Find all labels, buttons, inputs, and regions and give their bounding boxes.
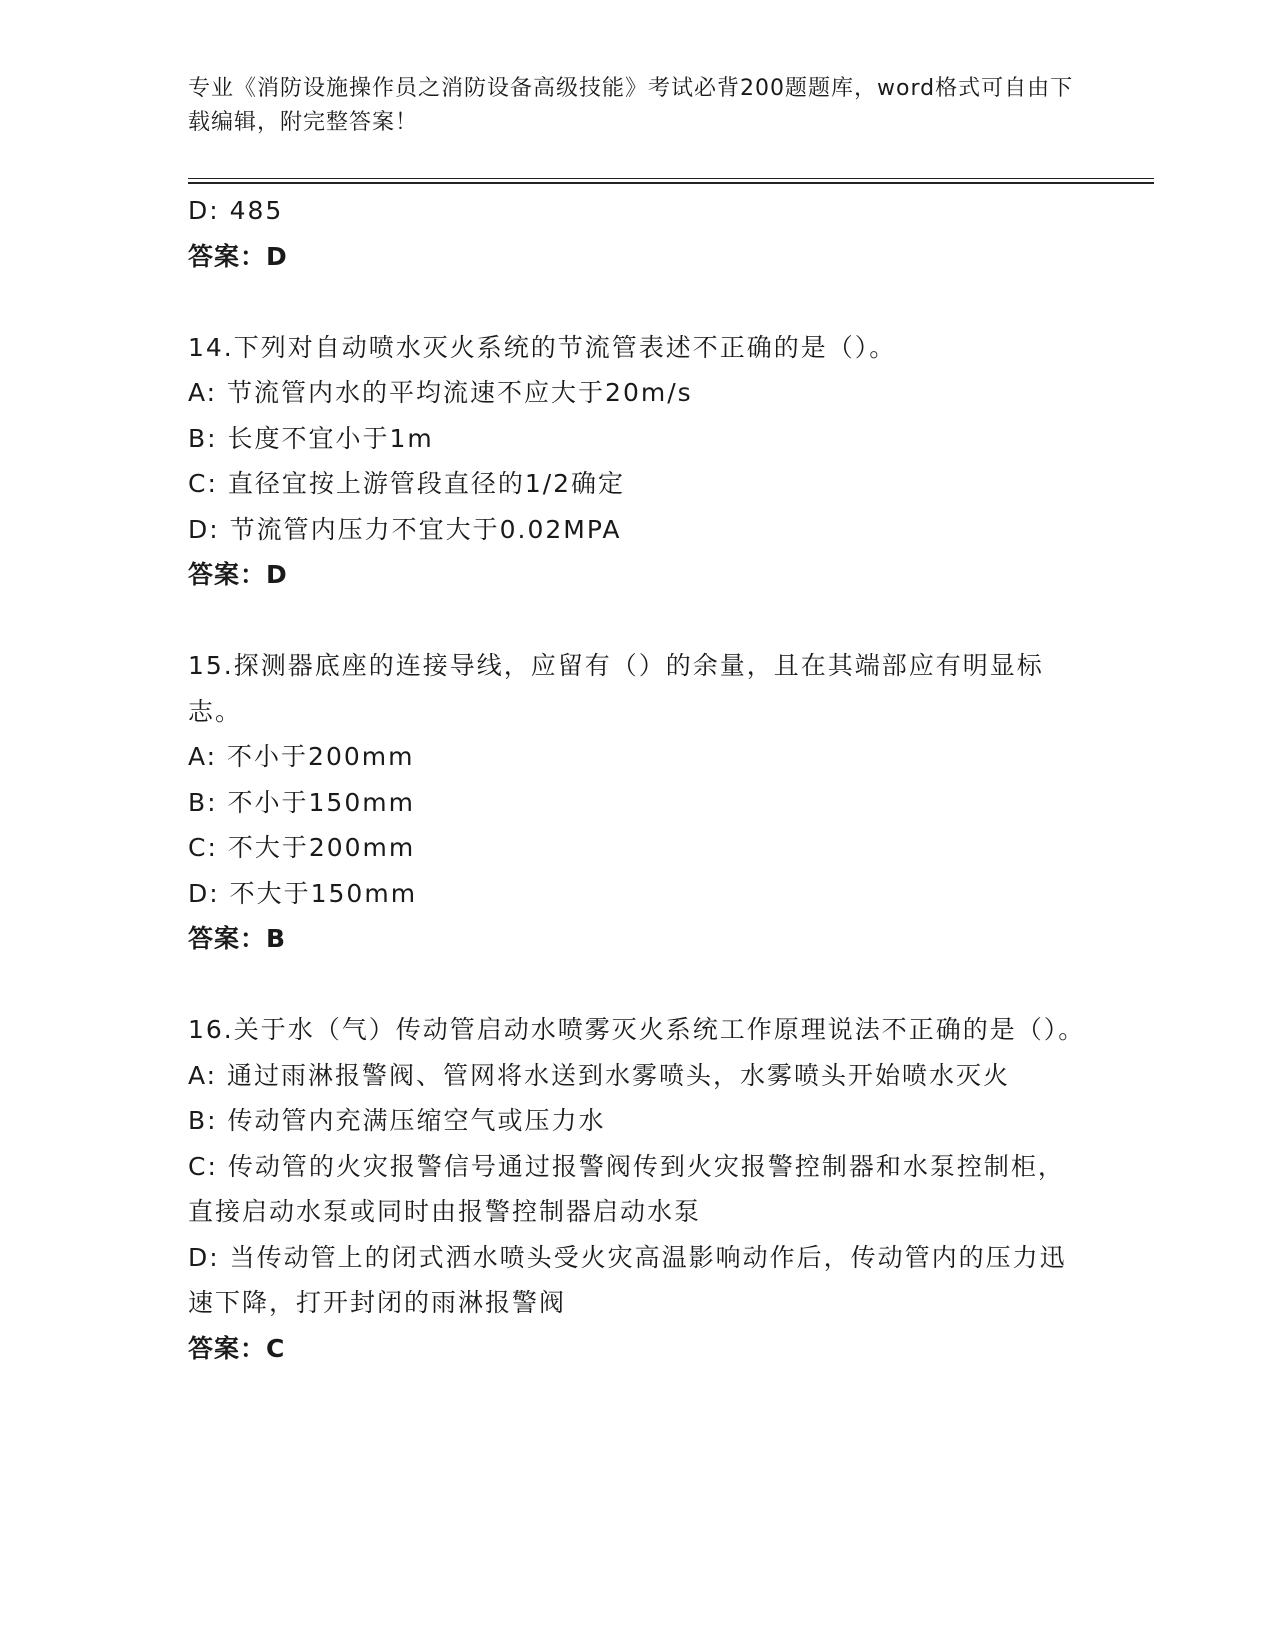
document-body: [188, 188, 1088, 1371]
question-stem: 15.探测器底座的连接导线，应留有（）的余量，且在其端部应有明显标志。: [188, 651, 1044, 726]
option-c: C: 不大于200mm: [188, 833, 416, 862]
answer: 答案：D: [188, 241, 288, 271]
answer: 答案：B: [188, 924, 287, 953]
question-15: [188, 643, 1088, 962]
question-stem: 16.关于水（气）传动管启动水喷雾灭火系统工作原理说法不正确的是（）。: [188, 1015, 1086, 1044]
option-c: C: 传动管的火灾报警信号通过报警阀传到火灾报警控制器和水泵控制柜，直接启动水泵或同时由报警控制器启动水泵: [188, 1151, 1065, 1226]
option-d: D: 当传动管上的闭式洒水喷头受火灾高温影响动作后，传动管内的压力迅速下降，打开封闭的雨淋报警阀: [188, 1242, 1067, 1317]
option-a: A: 节流管内水的平均流速不应大于20m/s: [188, 378, 693, 407]
option-b: B: 不小于150mm: [188, 787, 415, 817]
option-d: D: 节流管内压力不宜大于0.02MPA: [188, 514, 622, 544]
question-stem: 14.下列对自动喷水灭火系统的节流管表述不正确的是（）。: [188, 332, 897, 362]
option-d: D: 不大于150mm: [188, 878, 418, 908]
option-c: C: 直径宜按上游管段直径的1/2确定: [188, 469, 626, 498]
question-13-tail: [188, 188, 1088, 279]
page-header: 专业《消防设施操作员之消防设备高级技能》考试必背200题题库，word格式可自由下载编辑，附完整答案！: [188, 76, 1074, 135]
option-b: B: 长度不宜小于1m: [188, 423, 434, 453]
answer: 答案：C: [188, 1333, 286, 1363]
option-a: A: 通过雨淋报警阀、管网将水送到水雾喷头，水雾喷头开始喷水灭火: [188, 1060, 1011, 1090]
header-divider-thin: [188, 178, 1154, 179]
question-16: [188, 1007, 1088, 1371]
answer: 答案：D: [188, 560, 288, 589]
option-d: D: 485: [188, 196, 284, 225]
question-14: [188, 325, 1088, 598]
option-a: A: 不小于200mm: [188, 742, 415, 771]
option-b: B: 传动管内充满压缩空气或压力水: [188, 1106, 606, 1135]
header-divider-thick: [188, 182, 1154, 184]
